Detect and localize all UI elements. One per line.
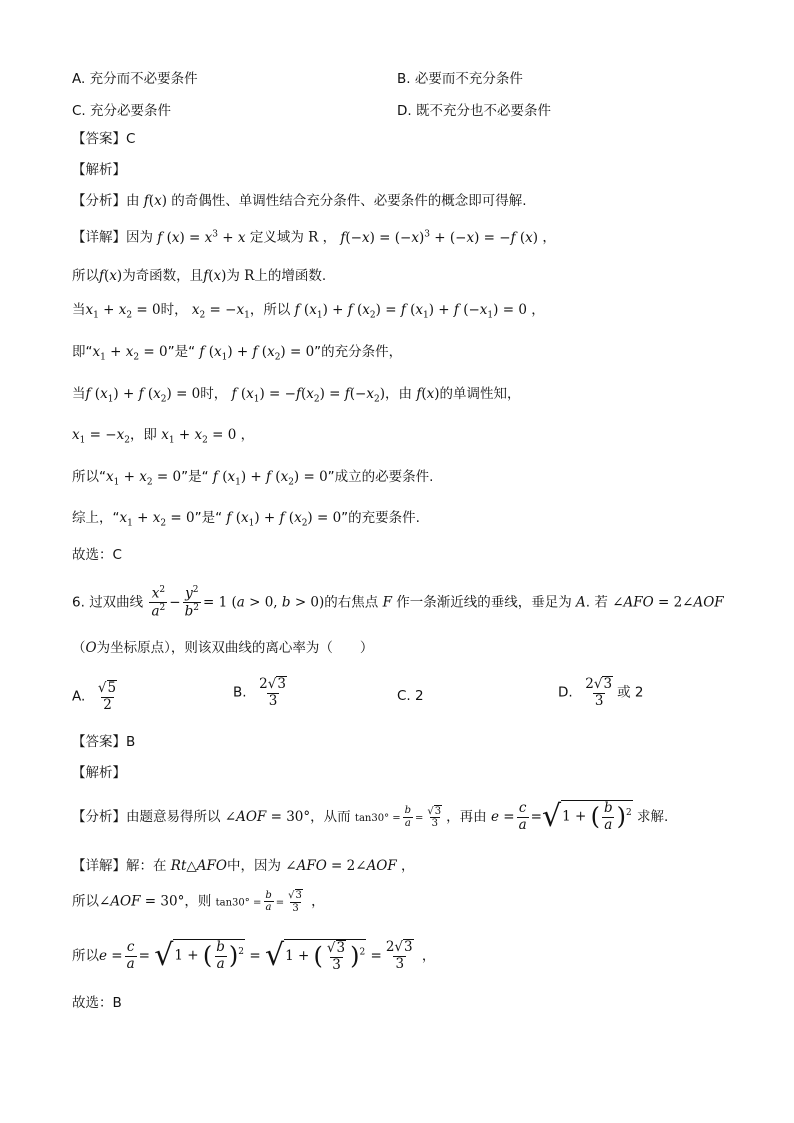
q6-fenxi: 【分析】由题意易得所以 ∠AOF = 30°，从而 tan30° = $\frac{b}{a}$ = $\frac{√3}{3}$ ，再由 e = $\frac{c}{a}$ =√1 + ( $\frac{b}{a}$ )$^2$ 求解. (72, 799, 669, 834)
q6-guxuan: 故选：B (72, 995, 122, 1011)
q5-xiangjie-line2: 所以f(x)为奇函数，且f(x)为 R上的增函数. (72, 268, 327, 284)
q5-xiangjie-line3: 当$x_1 + x_2 = 0$时， $x_2 = -x_1$，所以 f $(x_1) + f$ $(x_2) = f$ $(x_1) + f$ $(-x_1) = 0$ ， (72, 302, 545, 321)
q5-xiangjie-line7: 所以“$x_1 + x_2 = 0$”是“ f $(x_1) + f$ $(x_2) = 0$”成立的必要条件. (72, 469, 434, 488)
q6-xiangjie-line3: 所以e = $\frac{c}{a}$ = √1 + ( $\frac{b}{a}$ )$^2$ = √1 + ( $\frac{√3}{3}$ )$^2$ = $\frac{2√3}{3}$ ， (72, 938, 436, 973)
math: f $(x) = x^3 + x$ (157, 229, 246, 246)
q6-answer: 【答案】B (72, 734, 136, 750)
q5-xiangjie-line6: $x_1 = -x_2$，即 $x_1 + x_2 = 0$ ， (72, 427, 255, 446)
q5-xiangjie-line4: 即“$x_1 + x_2 = 0$”是“ f $(x_1) + f$ $(x_2) = 0$”的充分条件， (72, 344, 403, 363)
q6-xiangjie-line2: 所以∠AOF = 30°，则 tan30° = $\frac{b}{a}$ = $\frac{√3}{3}$ ， (72, 889, 325, 914)
option-b: B. 必要而不充分条件 (397, 71, 523, 87)
q5-answer: 【答案】C (72, 131, 136, 147)
q5-xiangjie-line8: 综上，“$x_1 + x_2 = 0$”是“ f $(x_1) + f$ $(x_2) = 0$”的充要条件. (72, 510, 420, 529)
option-a: A. 充分而不必要条件 (72, 71, 198, 87)
q6-option-c: C. 2 (397, 688, 424, 704)
option-d: D. 既不充分也不必要条件 (397, 103, 551, 119)
math: f (143, 193, 149, 209)
q5-xiangjie-line5: 当f $(x_1) + f$ $(x_2) = 0$时， f $(x_1) = -f(x_2) = f(-x_2)$，由 f(x)的单调性知， (72, 386, 521, 405)
q5-guxuan: 故选：C (72, 547, 122, 563)
option-c: C. 充分必要条件 (72, 103, 172, 119)
q6-option-b: B. $\frac{2√3}{3}$ (233, 676, 286, 709)
q5-fenxi: 【分析】由 f(x) 的奇偶性、单调性结合充分条件、必要条件的概念即可得解. (72, 193, 527, 209)
q6-xiangjie-line1: 【详解】解：在 Rt△AFO中，因为 ∠AFO = 2∠AOF ， (72, 858, 415, 874)
q6-stem: 6. 过双曲线 $\frac{x^2}{a^2}$ − $\frac{y^2}{b^2}$ = 1 (a > 0, b > 0)的右焦点 F 作一条渐近线的垂线，垂足为 A. 若 ∠AFO = 2∠AOF (72, 585, 724, 620)
q6-option-d: D. $\frac{2√3}{3}$ 或 2 (558, 676, 644, 709)
q6-jiexi: 【解析】 (72, 765, 126, 781)
q5-xiangjie-line1: 【详解】因为 f $(x) = x^3 + x$ 定义域为 R ， $f(-x) = (-x)^3 + (-x) = -f$ (x) ， (72, 229, 556, 246)
math: $f(-x) = (-x)^3 + (-x) = -f$ (x) (340, 229, 539, 246)
q5-jiexi: 【解析】 (72, 162, 126, 178)
q6-option-a: A. $\frac{√5}{2}$ (72, 680, 117, 713)
q6-stem-line2: （O为坐标原点），则该双曲线的离心率为（ ） (72, 640, 374, 656)
